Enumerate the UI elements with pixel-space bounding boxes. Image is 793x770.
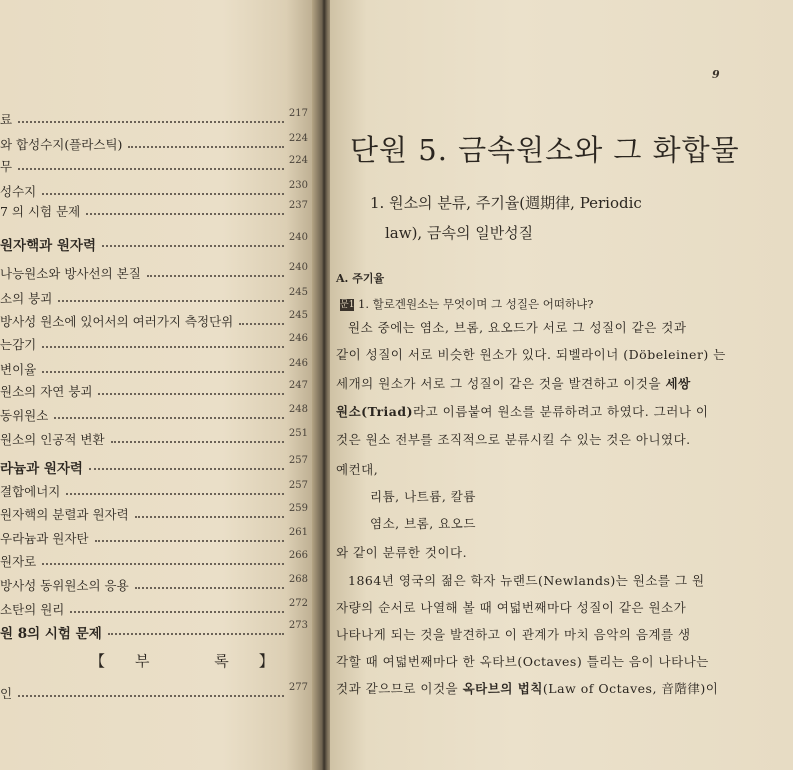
toc-leader-dots (135, 577, 284, 589)
toc-entry-title: 7 의 시험 문제 (0, 204, 81, 219)
toc-entry-title: 우라늄과 원자탄 (0, 531, 89, 546)
toc-entry (0, 155, 318, 177)
toc-entry-page: 259 (288, 503, 308, 514)
right-page (330, 0, 793, 770)
body-line-text: 라고 이름붙여 원소를 분류하려고 하였다. 그러나 이 (413, 404, 709, 419)
section-heading (370, 188, 700, 248)
toc-entry-page: 245 (288, 287, 308, 298)
toc-entry-page: 246 (288, 358, 308, 369)
toc-leader-dots (54, 407, 284, 419)
question-marker: 문1 (340, 300, 355, 310)
toc-entry-title: 성수지 (0, 184, 37, 199)
toc-entry-page: 217 (288, 108, 308, 119)
toc-entry (0, 455, 318, 477)
toc-entry-page: 273 (288, 620, 308, 631)
toc-entry (0, 287, 318, 309)
toc-leader-dots (86, 203, 284, 215)
body-line: 것은 원소 전부를 조직적으로 분류시킬 수 있는 것은 아니였다. (336, 432, 691, 447)
toc-entry-title: 원자핵과 원자력 (0, 238, 96, 254)
toc-entry (0, 133, 318, 155)
section-heading-line1: 1. 원소의 분류, 주기율(週期律, Periodic (370, 194, 642, 212)
toc-entry-title: 료 (0, 112, 13, 127)
toc-entry (0, 232, 318, 254)
appendix-heading: 【부 록】 (90, 652, 304, 670)
toc-leader-dots (111, 431, 284, 443)
toc-entry (0, 404, 318, 426)
toc-entry (0, 682, 318, 704)
toc-leader-dots (98, 383, 284, 395)
toc-entry (0, 428, 318, 450)
toc-entry (0, 574, 318, 596)
toc-entry-title: 나능원소와 방사선의 본질 (0, 266, 141, 281)
toc-leader-dots (147, 265, 284, 277)
toc-entry-title: 소탄의 원리 (0, 602, 65, 617)
toc-entry-page: 277 (288, 682, 308, 693)
toc-entry-title: 는감기 (0, 337, 37, 352)
body-line: 1864년 영국의 젊은 학자 뉴랜드(Newlands)는 원소를 그 원 (348, 573, 705, 588)
toc-leader-dots (70, 601, 284, 613)
toc-entry-page: 268 (288, 574, 308, 585)
toc-entry (0, 200, 318, 222)
toc-leader-dots (95, 530, 284, 542)
toc-leader-dots (66, 483, 284, 495)
toc-leader-dots (102, 235, 284, 247)
toc-entry (0, 262, 318, 284)
body-line-with-bold (336, 402, 708, 420)
toc-leader-dots (42, 361, 284, 373)
body-line-with-bold (336, 374, 691, 392)
toc-entry-page: 240 (288, 262, 308, 273)
toc-entry (0, 620, 318, 642)
toc-entry-page: 248 (288, 404, 308, 415)
question-text: 1. 할로겐원소는 무엇이며 그 성질은 어떠하냐? (358, 297, 594, 311)
toc-entry (0, 180, 318, 202)
bold-term: 세쌍 (665, 376, 691, 391)
toc-entry-title: 라늄과 원자력 (0, 461, 83, 477)
toc-entry-title: 인 (0, 686, 13, 701)
left-page-toc (0, 0, 318, 770)
example-line: 염소, 브롬, 요오드 (370, 516, 476, 531)
toc-entry-page: 272 (288, 598, 308, 609)
toc-entry-title: 소의 붕괴 (0, 291, 53, 306)
body-line-text: 세개의 원소가 서로 그 성질이 같은 것을 발견하고 이것을 (336, 376, 662, 391)
toc-entry-page: 246 (288, 333, 308, 344)
toc-entry-page: 251 (288, 428, 308, 439)
toc-entry-title: 원소의 자연 붕괴 (0, 384, 93, 399)
toc-entry-page: 237 (288, 200, 308, 211)
toc-entry-page: 245 (288, 310, 308, 321)
question-1 (340, 296, 593, 312)
toc-entry-title: 방사성 원소에 있어서의 여러가지 측정단위 (0, 314, 234, 329)
toc-leader-dots (135, 506, 284, 518)
toc-entry-page: 240 (288, 232, 308, 243)
body-line-text: 것과 같으므로 이것을 (336, 681, 459, 696)
toc-entry (0, 598, 318, 620)
toc-leader-dots (128, 136, 284, 148)
toc-entry-title: 원 8의 시험 문제 (0, 626, 102, 642)
body-line: 예컨대, (336, 462, 379, 477)
example-line: 리튬, 나트륨, 칼륨 (370, 489, 476, 504)
toc-entry-title: 방사성 동위원소의 응용 (0, 578, 129, 593)
toc-entry-title: 무 (0, 159, 13, 174)
toc-entry-title: 동위원소 (0, 408, 49, 423)
toc-entry-page: 247 (288, 380, 308, 391)
toc-entry (0, 380, 318, 402)
toc-entry-title: 원소의 인공적 변환 (0, 432, 105, 447)
toc-entry (0, 310, 318, 332)
toc-leader-dots (42, 183, 284, 195)
toc-leader-dots (239, 313, 284, 325)
toc-leader-dots (58, 290, 284, 302)
toc-leader-dots (18, 111, 284, 123)
section-heading-line2: law), 금속의 일반성질 (385, 224, 534, 242)
toc-entry-title: 변이율 (0, 362, 37, 377)
toc-entry-page: 266 (288, 550, 308, 561)
bold-term: 옥타브의 법칙 (462, 681, 543, 696)
chapter-title: 단원 5. 금속원소와 그 화합물 (350, 133, 740, 167)
toc-entry-page: 224 (288, 155, 308, 166)
toc-entry (0, 503, 318, 525)
toc-entry-page: 257 (288, 480, 308, 491)
toc-entry-page: 261 (288, 527, 308, 538)
toc-entry-title: 와 합성수지(플라스틱) (0, 137, 123, 152)
toc-leader-dots (42, 553, 284, 565)
body-line: 와 같이 분류한 것이다. (336, 545, 468, 560)
page-number: 9 (712, 68, 720, 81)
toc-leader-dots (18, 685, 284, 697)
toc-entry (0, 550, 318, 572)
body-line: 자량의 순서로 나열해 볼 때 여덟번째마다 성질이 같은 원소가 (336, 600, 687, 615)
body-line-with-bold (336, 679, 718, 697)
toc-entry (0, 527, 318, 549)
toc-entry-page: 224 (288, 133, 308, 144)
toc-entry (0, 333, 318, 355)
toc-entry (0, 480, 318, 502)
body-line: 같이 성질이 서로 비슷한 원소가 있다. 되벨라이너 (Döbeleiner) 는 (336, 347, 726, 362)
toc-entry (0, 108, 318, 130)
body-line: 각할 때 여덟번째마다 한 옥타브(Octaves) 틀리는 음이 나타나는 (336, 654, 709, 669)
toc-leader-dots (89, 458, 284, 470)
toc-entry-page: 230 (288, 180, 308, 191)
toc-entry-title: 원자핵의 분렬과 원자력 (0, 507, 129, 522)
toc-entry-page: 257 (288, 455, 308, 466)
toc-leader-dots (108, 623, 284, 635)
body-line-text: (Law of Octaves, 音階律)이 (542, 681, 719, 696)
toc-leader-dots (18, 158, 284, 170)
toc-entry-title: 원자로 (0, 554, 37, 569)
toc-entry (0, 358, 318, 380)
subsection-a: A. 주기율 (336, 272, 385, 285)
bold-term: 원소(Triad) (336, 404, 414, 419)
body-line: 나타나게 되는 것을 발견하고 이 관계가 마치 음악의 음계를 생 (336, 627, 691, 642)
toc-entry-title: 결합에너지 (0, 484, 61, 499)
toc-leader-dots (42, 336, 284, 348)
body-line: 원소 중에는 염소, 브롬, 요오드가 서로 그 성질이 같은 것과 (348, 320, 687, 335)
